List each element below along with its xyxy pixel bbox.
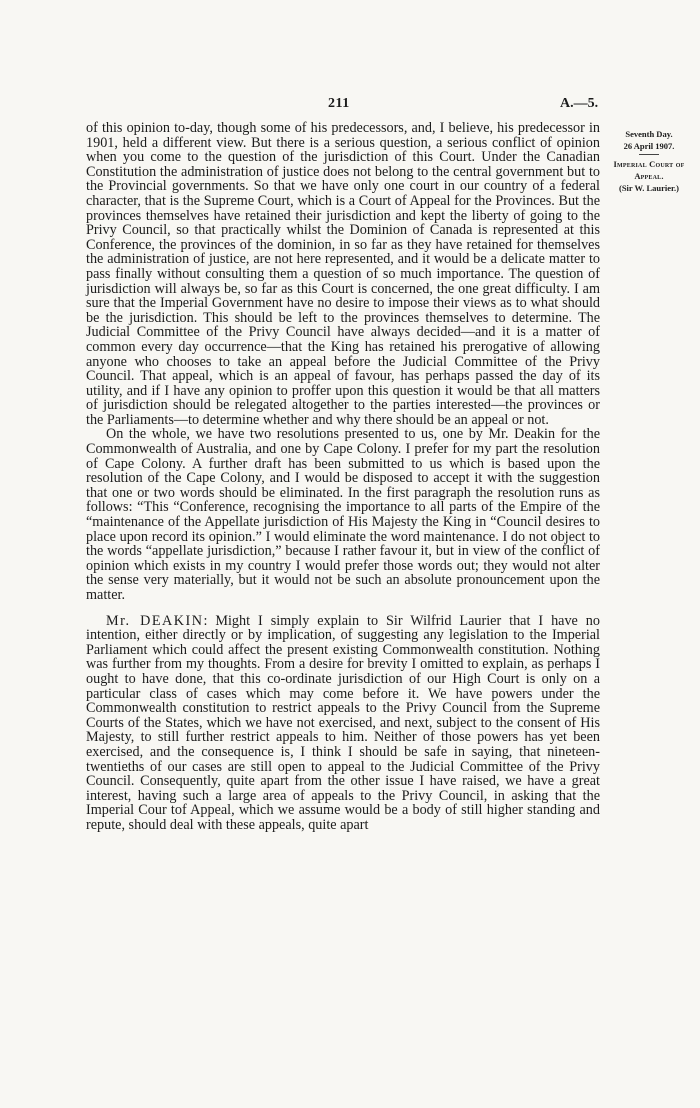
speech-text: : Might I simply explain to Sir Wilfrid Laurier that I have no intention, either directly or by implication, of suggesting any legislation to the Imperial Parliament which could affect the present existing Commonwealth constitution. Nothing was further from my thoughts. From a desire for brevity I omitted to explain, as perhaps I ought to have done, that this co-ordinate jurisdiction of our High Court is only on a particular class of cases which may come before it. We have powers under the Commonwealth constitution to restrict appeals to the Privy Council from the Supreme Courts of the States, which we have not exercised, and next, subject to the consent of His Majesty, to still further restrict appeals to him. Neither of those powers has yet been exercised, and the consequence is, I think I should be safe in saying, that nineteen-twentieths of our cases are still open to appeal to the Judicial Committee of the Privy Council. Consequently, quite apart from the other issue I have raised, we have a great interest, having such a large area of appeals to the Privy Council, in asking that the Imperial Cour tof Appeal, which we assume would be a body of still higher standing and repute, should deal with these appeals, quite apart — [86, 612, 600, 833]
margin-note-day: Seventh Day. — [625, 129, 673, 139]
margin-note-speaker: (Sir W. Laurier.) — [619, 183, 679, 193]
body-text — [86, 121, 600, 833]
margin-note-date: 26 April 1907. — [623, 141, 675, 151]
margin-note-section: Imperial Court of Appeal. — [613, 159, 685, 181]
margin-note-divider — [639, 154, 659, 155]
paragraph-laurier-1: of this opinion to-day, though some of his predecessors, and, I believe, his predecessor in 1901, held a different view. But there is a serious question, a serious conflict of opinion when you come to the question of the jurisdiction of this Court. Under the Canadian Constitution the administration of justice does not belong to the central government but to the Provincial governments. So that we have only one court in our country of a federal character, that is the Supreme Court, which is a Court of Appeal for the Provinces. But the provinces themselves have retained their jurisdiction and kept the liberty of going to the Privy Council, so that practically whilst the Dominion of Canada is represented at this Conference, the provinces of the dominion, in so far as they have retained for themselves the administration of justice, are not here represented, and it would be a delicate matter to pass finally without consulting them a question of so much importance. The question of jurisdiction will always be, so far as this Court is concerned, the one great difficulty. I am sure that the Imperial Government have no desire to impose their views as to what should be the jurisdiction. This should be left to the provinces themselves to determine. The Judicial Committee of the Privy Council have always decided—and it is a matter of common every day occurrence—that the King has retained his prerogative of allowing anyone who chooses to take an appeal before the Judicial Committee of the Privy Council. That appeal, which is an appeal of favour, has perhaps passed the day of its utility, and if I have any opinion to proffer upon this question it would be that all matters of jurisdiction should be relegated altogether to the parties interested—the provinces or the Parliaments—to determine whether and why there should be an appeal or not. — [86, 120, 600, 428]
document-code: A.—5. — [560, 96, 599, 111]
paragraph-deakin — [86, 614, 600, 833]
paragraph-laurier-2: On the whole, we have two resolutions presented to us, one by Mr. Deakin for the Commonwealth of Australia, and one by Cape Colony. I prefer for my part the resolution of Cape Colony. A further draft has been submitted to us which is based upon the resolution of the Cape Colony, and I would be disposed to accept it with the suggestion that one or two words should be eliminated. In the first paragraph the resolution runs as follows: “This “Conference, recognising the importance to all parts of the Empire of the “maintenance of the Appellate jurisdiction of His Majesty the King in “Council desires to place upon record its opinion.” I would eliminate the word maintenance. I do not object to the words “appellate jurisdiction,” because I rather favour it, but in view of the conflict of opinion which exists in my country I would prefer those words out; they would not alter the sense very materially, but it would not be such an absolute pronouncement upon the matter. — [86, 426, 600, 603]
speaker-name: Mr. DEAKIN — [106, 612, 204, 629]
page-number: 211 — [328, 96, 350, 111]
margin-note — [604, 128, 694, 194]
